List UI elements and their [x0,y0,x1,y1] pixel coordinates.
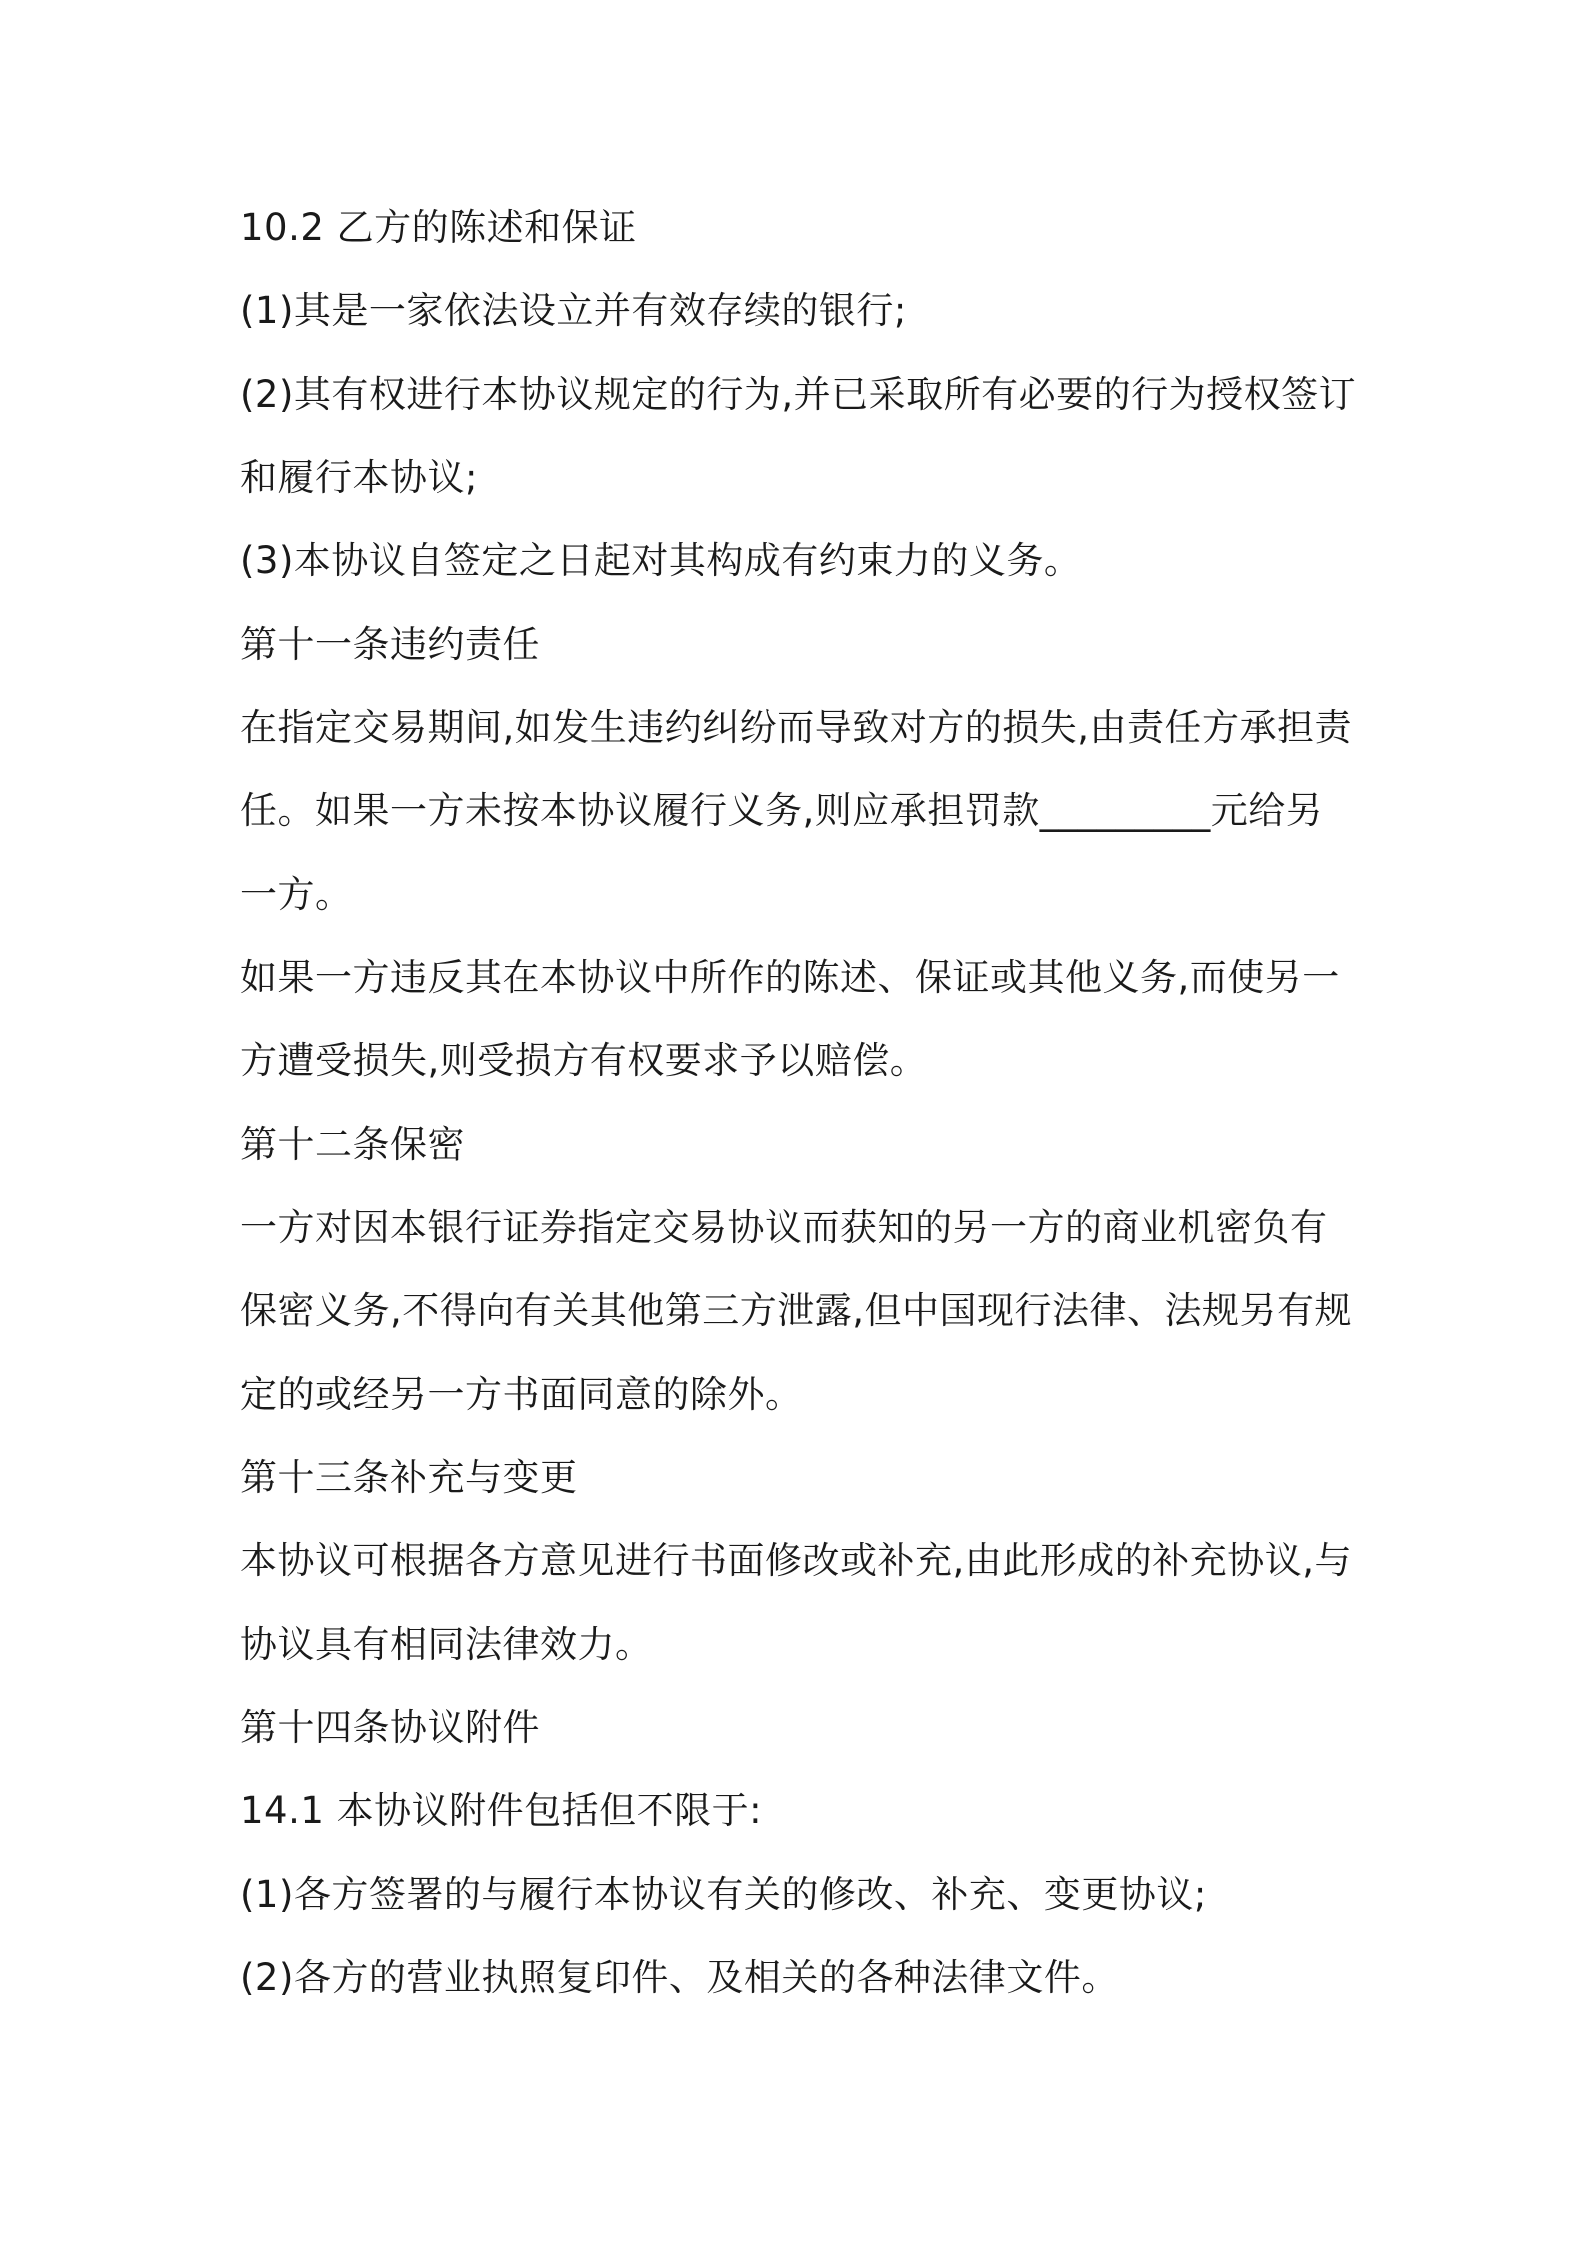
article-14-heading: 第十四条协议附件 [240,1706,540,1749]
article-11-para-1-line-2: 任。如果一方未按本协议履行义务,则应承担罚款_________元给另 [240,789,1324,832]
clause-14-1-item-2: (2)各方的营业执照复印件、及相关的各种法律文件。 [240,1956,1119,1999]
article-13-para-line-2: 协议具有相同法律效力。 [240,1623,653,1666]
section-heading-10-2: 10.2 乙方的陈述和保证 [240,206,637,249]
clause-10-2-item-2-line-2: 和履行本协议; [240,456,478,499]
clause-10-2-item-2-line-1: (2)其有权进行本协议规定的行为,并已采取所有必要的行为授权签订 [240,373,1357,416]
article-12-para-line-3: 定的或经另一方书面同意的除外。 [240,1373,803,1416]
article-12-heading: 第十二条保密 [240,1123,465,1166]
article-11-para-2-line-2: 方遭受损失,则受损方有权要求予以赔偿。 [240,1039,928,1082]
article-11-heading: 第十一条违约责任 [240,623,540,666]
article-12-para-line-1: 一方对因本银行证券指定交易协议而获知的另一方的商业机密负有 [240,1206,1328,1249]
article-11-para-1-line-3: 一方。 [240,873,353,916]
article-13-heading: 第十三条补充与变更 [240,1456,578,1499]
article-13-para-line-1: 本协议可根据各方意见进行书面修改或补充,由此形成的补充协议,与 [240,1539,1353,1582]
clause-10-2-item-1: (1)其是一家依法设立并有效存续的银行; [240,289,907,332]
article-11-para-1-line-1: 在指定交易期间,如发生违约纠纷而导致对方的损失,由责任方承担责 [240,706,1353,749]
article-11-para-2-line-1: 如果一方违反其在本协议中所作的陈述、保证或其他义务,而使另一 [240,956,1340,999]
clause-10-2-item-3: (3)本协议自签定之日起对其构成有约束力的义务。 [240,539,1082,582]
clause-14-1-item-1: (1)各方签署的与履行本协议有关的修改、补充、变更协议; [240,1873,1207,1916]
article-12-para-line-2: 保密义务,不得向有关其他第三方泄露,但中国现行法律、法规另有规 [240,1289,1353,1332]
clause-14-1-heading: 14.1 本协议附件包括但不限于: [240,1789,763,1832]
